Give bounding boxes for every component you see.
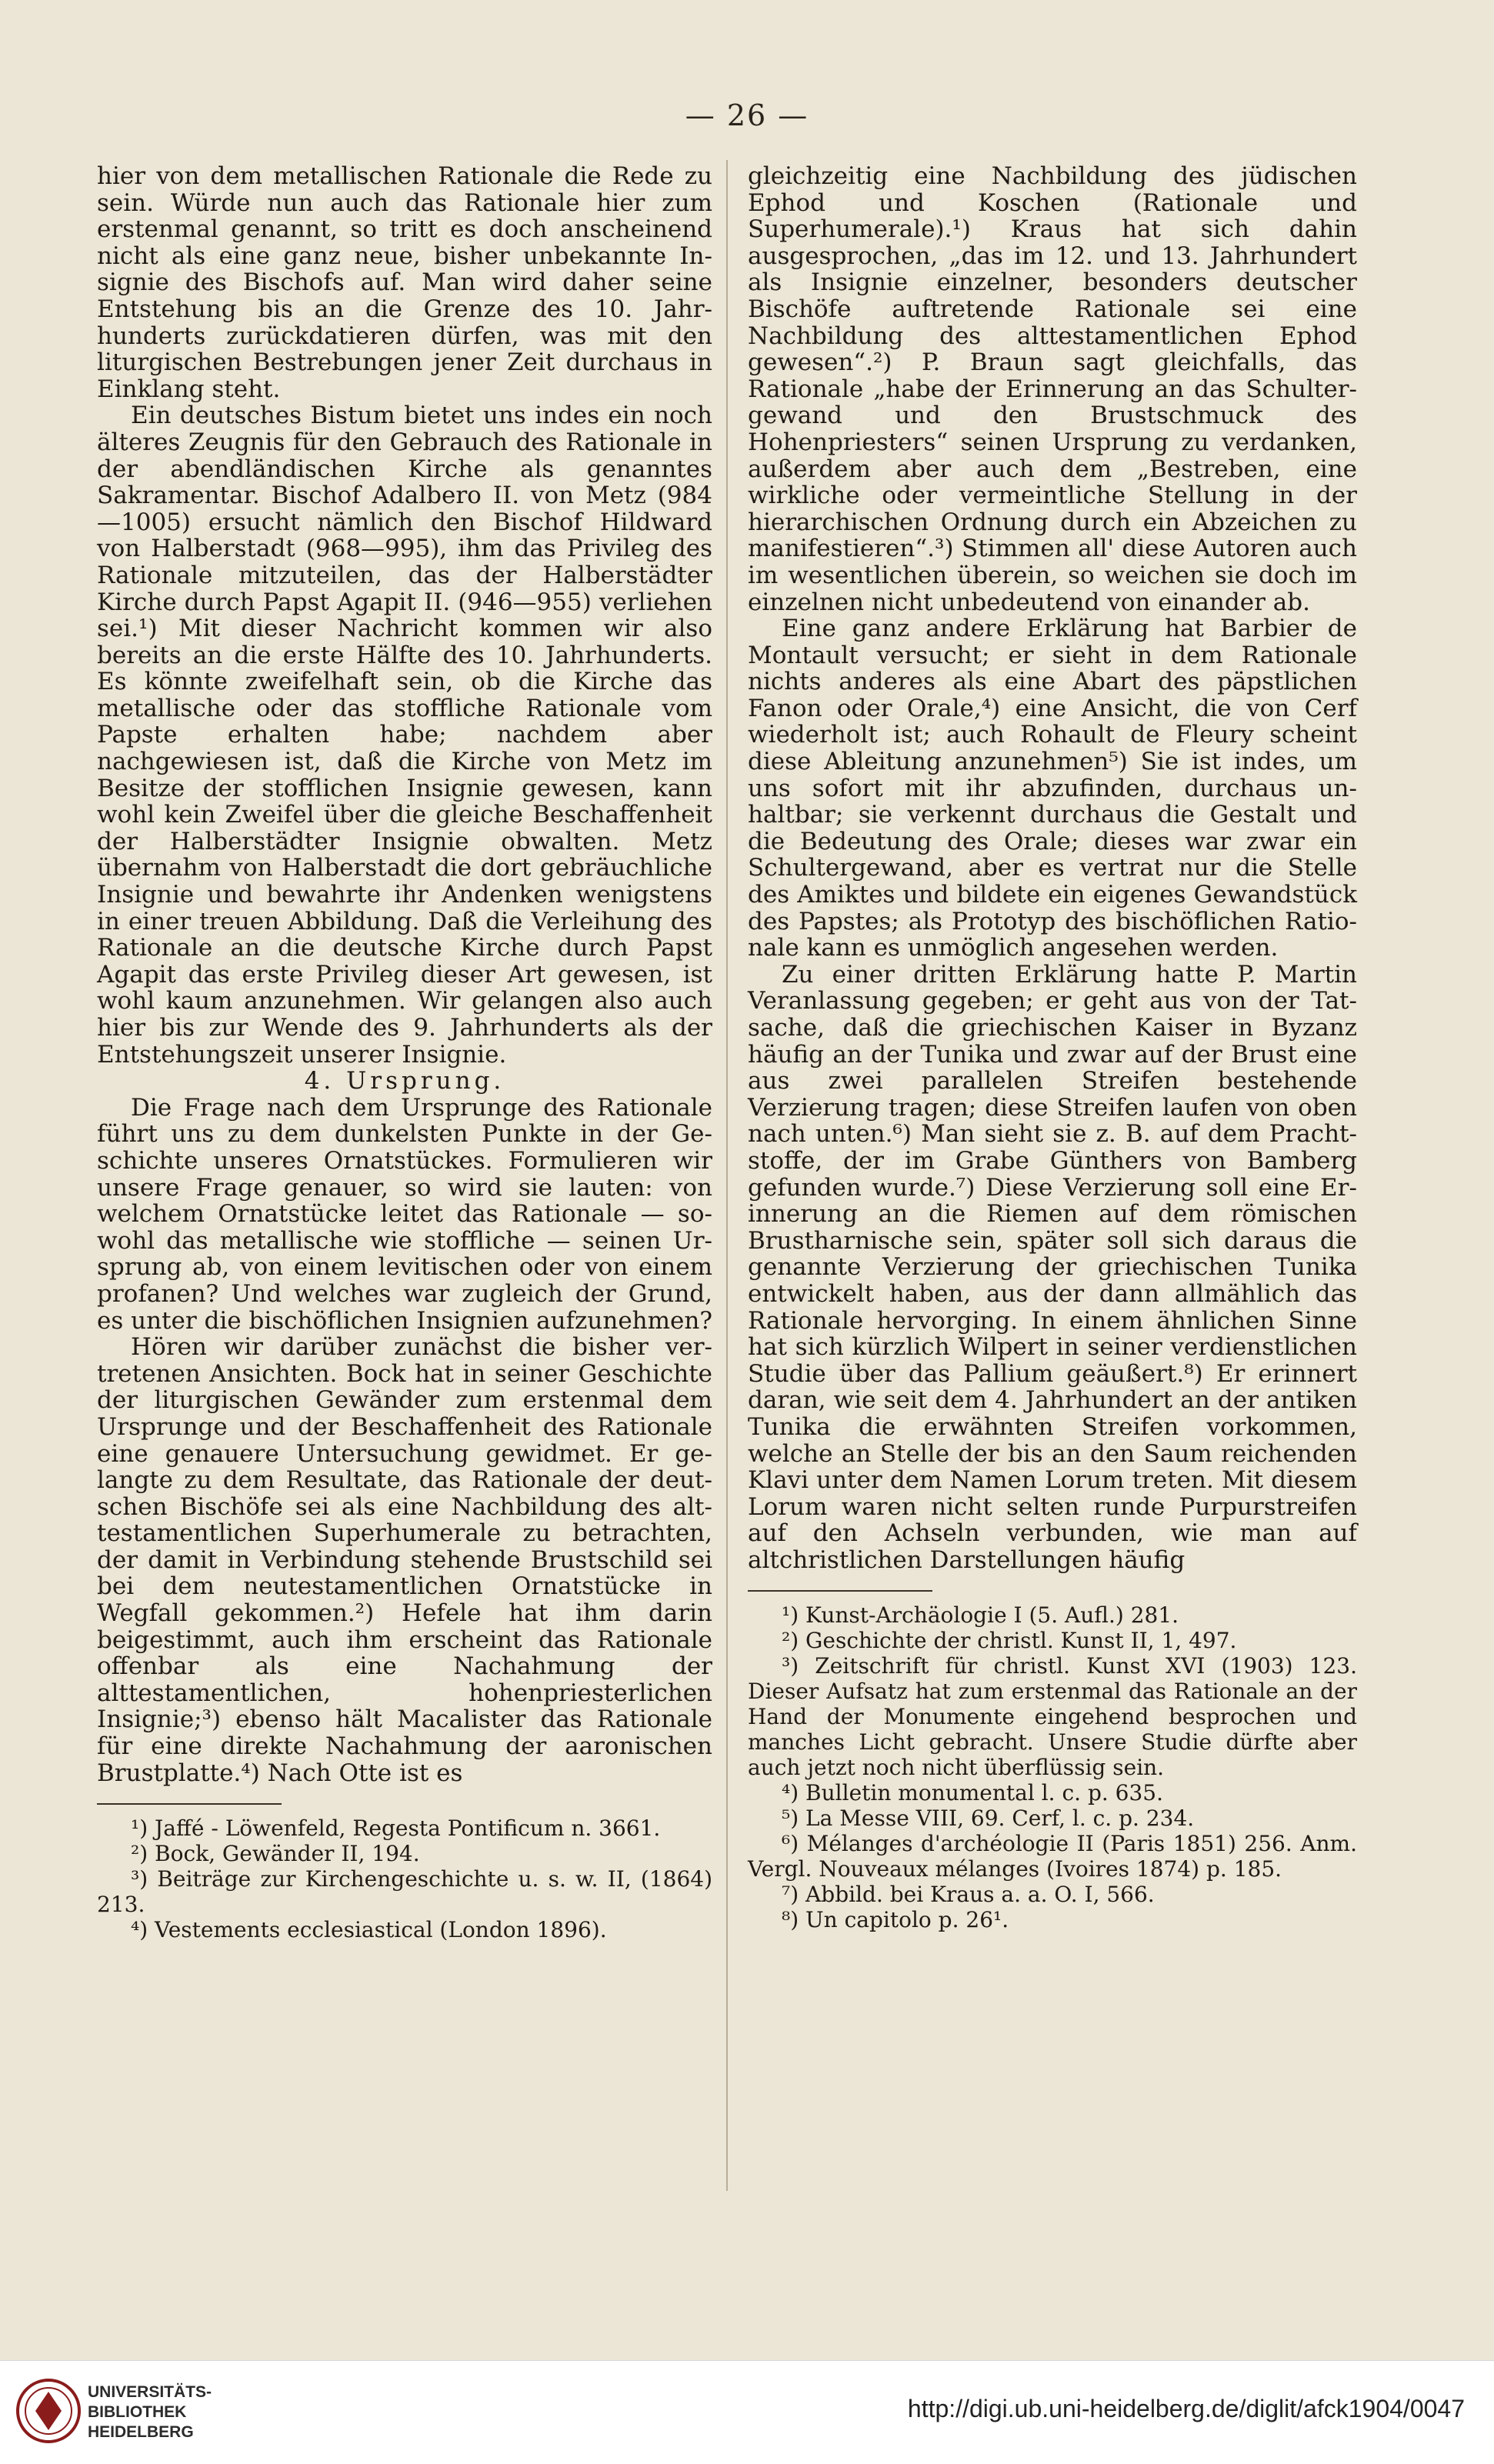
- university-seal-icon: [15, 2378, 82, 2444]
- footnotes-left: [97, 1815, 712, 1942]
- paragraph: Zu einer dritten Erklärung hatte P. Martin Veranlassung gegeben; er geht aus von der Tatsache, daß die griechischen Kaiser in Byzanz häufig an der Tunika und zwar auf der Brust eine aus zwei parallelen Streifen bestehende Verzierung tragen; diese Streifen laufen von oben nach unten.⁶) Man sieht sie z. B. auf dem Prachtstoffe, der im Grabe Günthers von Bamberg gefunden wurde.⁷) Diese Verzierung soll eine Erinnerung an die Riemen auf dem römischen Brustharnische sein, später soll sich daraus die genannte Verzierung der griechischen Tunika entwickelt haben, aus der dann allmählich das Rationale hervorging. In einem ähnlichen Sinne hat sich kürzlich Wilpert in seiner verdienstlichen Studie über das Pallium geäußert.⁸) Er erinnert daran, wie seit dem 4. Jahrhundert an der antiken Tunika die erwähnten Streifen vorkommen, welche an Stelle der bis an den Saum reichenden Klavi unter dem Namen Lorum treten. Mit diesem Lorum waren nicht selten runde Purpurstreifen auf den Achseln verbunden, wie man auf altchristlichen Darstellungen häufig: [748, 960, 1357, 1574]
- footnote: ⁶) Mélanges d'archéologie II (Paris 1851) 256. Anm. Vergl. Nouveaux mélanges (Ivoires 1874) p. 185.: [748, 1831, 1357, 1882]
- library-line: BIBLIOTHEK: [88, 2403, 187, 2421]
- paragraph: Die Frage nach dem Ursprunge des Rationale führt uns zu dem dunkelsten Punkte in der Geschichte unseres Ornatstückes. Formulieren wir unsere Frage genauer, so wird sie lauten: von welchem Ornatstücke leitet das Rationale — sowohl das metallische wie stoffliche — seinen Ursprung ab, von einem levitischen oder von einem profanen? Und welches war zugleich der Grund, es unter die bischöflichen Insignien aufzunehmen?: [97, 1093, 712, 1335]
- footnote: ⁴) Vestements ecclesiastical (London 1896).: [131, 1917, 607, 1943]
- footnote: ⁴) Bulletin monumental l. c. p. 635.: [782, 1780, 1164, 1806]
- library-line: UNIVERSITÄTS-: [88, 2383, 212, 2401]
- paragraph: Ein deutsches Bistum bietet uns indes ein noch älteres Zeugnis für den Gebrauch des Rationale in der abendländischen Kirche als genanntes Sakramentar. Bischof Adalbero II. von Metz (984—1005) ersucht nämlich den Bischof Hildward von Halberstadt (968—995), ihm das Privileg des Rationale mitzuteilen, das der Halberstädter Kirche durch Papst Agapit II. (946—955) verliehen sei.¹) Mit dieser Nachricht kommen wir also bereits an die erste Hälfte des 10. Jahrhunderts. Es könnte zweifelhaft sein, ob die Kirche das metallische oder das stoffliche Rationale vom Papste erhalten habe; nachdem aber nachgewiesen ist, daß die Kirche von Metz im Besitze der stofflichen Insignie gewesen, kann wohl kein Zweifel über die gleiche Beschaffenheit der Halberstädter Insignie obwalten. Metz übernahm von Halberstadt die dort gebräuchliche Insignie und bewahrte ihr Andenken wenigstens in einer treuen Abbildung. Daß die Verleihung des Rationale an die deutsche Kirche durch Papst Agapit das erste Privileg dieser Art gewesen, ist wohl kaum anzunehmen. Wir gelangen also auch hier bis zur Wende des 9. Jahrhunderts als der Entstehungszeit unserer Insignie.: [97, 402, 712, 1069]
- footnote: ¹) Jaffé - Löwenfeld, Regesta Pontificum n. 3661.: [131, 1815, 661, 1842]
- section-heading: 4. Ursprung.: [304, 1067, 505, 1095]
- right-column: [748, 163, 1357, 1932]
- footnote: ²) Geschichte der christl. Kunst II, 1, 497.: [782, 1628, 1237, 1654]
- paragraph: hier von dem metallischen Rationale die Rede zu sein. Würde nun auch das Rationale hier zum erstenmal genannt, so tritt es doch anscheinend nicht als eine ganz neue, bisher unbekannte Insignie des Bischofs auf. Man wird daher seine Entstehung bis an die Grenze des 10. Jahrhunderts zurückdatieren dürfen, was mit den liturgischen Bestrebungen jener Zeit durchaus in Einklang steht.: [97, 162, 712, 403]
- paragraph: Eine ganz andere Erklärung hat Barbier de Montault versucht; er sieht in dem Rationale nichts anderes als eine Abart des päpstlichen Fanon oder Orale,⁴) eine Ansicht, die von Cerf wiederholt ist; auch Rohault de Fleury scheint diese Ableitung anzunehmen⁵) Sie ist indes, um uns sofort mit ihr abzufinden, durchaus unhaltbar; sie verkennt durchaus die Gestalt und die Bedeutung des Orale; dieses war zwar ein Schultergewand, aber es vertrat nur die Stelle des Amiktes und bildete ein eigenes Gewandstück des Papstes; als Prototyp des bischöflichen Rationale kann es unmöglich angesehen werden.: [748, 615, 1357, 962]
- paragraph: gleichzeitig eine Nachbildung des jüdischen Ephod und Koschen (Rationale und Superhumerale).¹) Kraus hat sich dahin ausgesprochen, „das im 12. und 13. Jahrhundert als Insignie einzelner, besonders deutscher Bischöfe auftretende Rationale sei eine Nachbildung des alttestamentlichen Ephod gewesen“.²) P. Braun sagt gleichfalls, das Rationale „habe der Erinnerung an das Schultergewand und den Brustschmuck des Hohenpriesters“ seinen Ursprung zu verdanken, außerdem aber auch dem „Bestreben, eine wirkliche oder vermeintliche Stellung in der hierarchischen Ordnung durch ein Abzeichen zu manifestieren“.³) Stimmen all' diese Autoren auch im wesentlichen überein, so weichen sie doch im einzelnen nicht unbedeutend von einander ab.: [748, 162, 1357, 616]
- footnote: ²) Bock, Gewänder II, 194.: [131, 1841, 420, 1867]
- viewer-footer: [0, 2360, 1494, 2464]
- footnote: ³) Zeitschrift für christl. Kunst XVI (1903) 123. Dieser Aufsatz hat zum erstenmal das Rationale an der Hand der Monumente eingehend besprochen und manches Licht gebracht. Unsere Studie dürfte aber auch jetzt noch nicht überflüssig sein.: [748, 1653, 1357, 1781]
- left-column: [97, 163, 712, 1942]
- footnote: ⁷) Abbild. bei Kraus a. a. O. I, 566.: [782, 1882, 1155, 1908]
- page-number: — 26 —: [685, 98, 809, 132]
- footnotes-right: [748, 1602, 1357, 1932]
- permalink-url[interactable]: http://digi.ub.uni-heidelberg.de/diglit/afck1904/0047: [907, 2395, 1465, 2422]
- footnote: ¹) Kunst-Archäologie I (5. Aufl.) 281.: [782, 1602, 1179, 1629]
- footnote-rule: [748, 1590, 932, 1592]
- paragraph: Hören wir darüber zunächst die bisher vertretenen Ansichten. Bock hat in seiner Geschichte der liturgischen Gewänder zum erstenmal dem Ursprunge und der Beschaffenheit des Rationale eine genauere Untersuchung gewidmet. Er gelangte zu dem Resultate, das Rationale der deutschen Bischöfe sei als eine Nachbildung des alttestamentlichen Superhumerale zu betrachten, der damit in Verbindung stehende Brustschild sei bei dem neutestamentlichen Ornatstücke in Wegfall gekommen.²) Hefele hat ihm darin beigestimmt, auch ihm erscheint das Rationale offenbar als eine Nachahmung der alttestamentlichen, hohenpriesterlichen Insignie;³) ebenso hält Macalister das Rationale für eine direkte Nachahmung der aaronischen Brustplatte.⁴) Nach Otte ist es: [97, 1333, 712, 1787]
- footnote: ⁸) Un capitolo p. 26¹.: [782, 1907, 1009, 1933]
- library-line: HEIDELBERG: [88, 2423, 194, 2441]
- column-divider: [726, 160, 728, 2191]
- footnote-rule: [97, 1803, 282, 1805]
- footnote: ⁵) La Messe VIII, 69. Cerf, l. c. p. 234.: [782, 1805, 1195, 1832]
- footnote: ³) Beiträge zur Kirchengeschichte u. s. w. II, (1864) 213.: [97, 1866, 712, 1918]
- library-name: [88, 2382, 212, 2442]
